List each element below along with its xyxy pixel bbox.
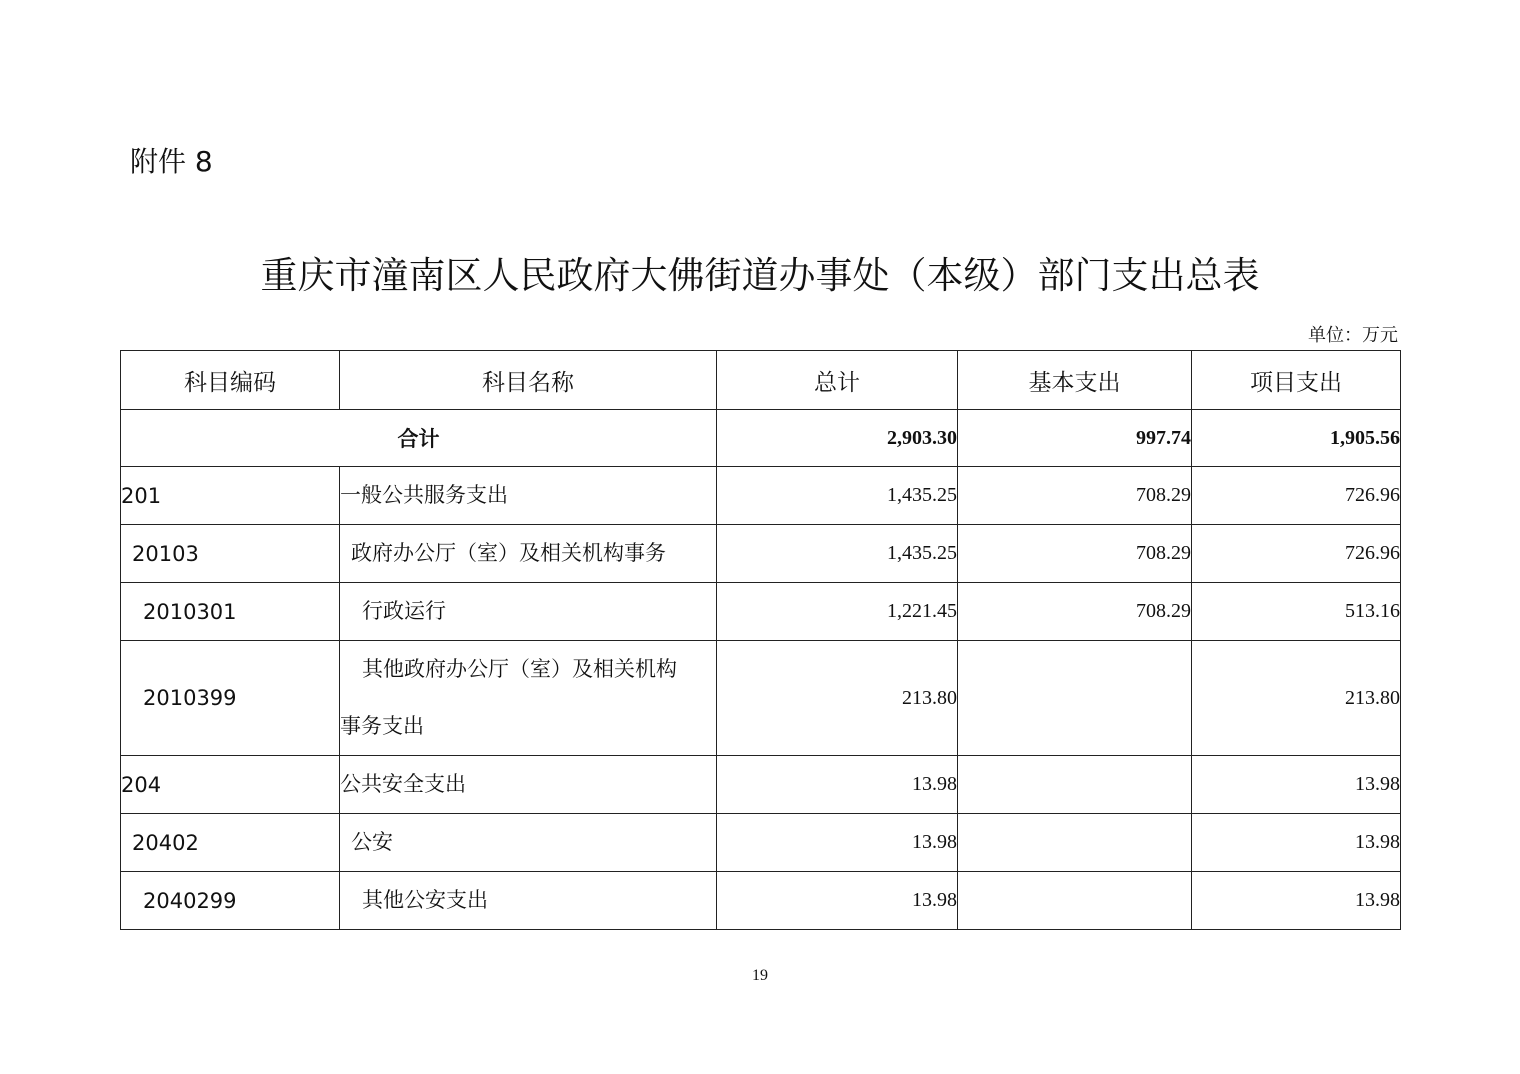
row-project: 726.96 (1192, 467, 1401, 525)
row-name: 一般公共服务支出 (340, 467, 717, 525)
row-basic: 708.29 (958, 467, 1192, 525)
row-project: 513.16 (1192, 583, 1401, 641)
row-total: 1,435.25 (717, 467, 958, 525)
row-basic: 708.29 (958, 525, 1192, 583)
table-row (121, 641, 1401, 756)
table-row (121, 814, 1401, 872)
unit-label: 单位：万元 (1308, 325, 1398, 345)
attachment-label: 附件 8 (130, 145, 213, 178)
total-row-label: 合计 (121, 410, 717, 467)
header-total: 总计 (717, 351, 958, 410)
page-number: 19 (752, 967, 768, 984)
row-project: 13.98 (1192, 814, 1401, 872)
table-row (121, 467, 1401, 525)
total-row-basic: 997.74 (958, 410, 1192, 467)
row-project: 213.80 (1192, 641, 1401, 756)
row-name: 政府办公厅（室）及相关机构事务 (340, 525, 717, 583)
row-project: 726.96 (1192, 525, 1401, 583)
row-name: 公共安全支出 (340, 756, 717, 814)
row-project: 13.98 (1192, 872, 1401, 930)
row-basic: 708.29 (958, 583, 1192, 641)
row-basic (958, 756, 1192, 814)
document-title: 重庆市潼南区人民政府大佛街道办事处（本级）部门支出总表 (260, 254, 1260, 297)
row-code: 2040299 (121, 872, 340, 930)
row-basic (958, 872, 1192, 930)
row-total: 1,435.25 (717, 525, 958, 583)
row-code: 204 (121, 756, 340, 814)
row-total: 213.80 (717, 641, 958, 756)
row-project: 13.98 (1192, 756, 1401, 814)
header-basic-expenditure: 基本支出 (958, 351, 1192, 410)
total-row-total: 2,903.30 (717, 410, 958, 467)
row-code: 201 (121, 467, 340, 525)
row-code: 20402 (121, 814, 340, 872)
table-row (121, 583, 1401, 641)
row-total: 1,221.45 (717, 583, 958, 641)
expenditure-table (120, 350, 1401, 930)
row-name: 行政运行 (340, 583, 717, 641)
total-row (121, 410, 1401, 467)
total-row-project: 1,905.56 (1192, 410, 1401, 467)
table-row (121, 872, 1401, 930)
row-name: 公安 (340, 814, 717, 872)
table-header-row (121, 351, 1401, 410)
row-code: 20103 (121, 525, 340, 583)
row-total: 13.98 (717, 814, 958, 872)
row-total: 13.98 (717, 756, 958, 814)
row-code: 2010399 (121, 641, 340, 756)
table-row (121, 525, 1401, 583)
header-subject-name: 科目名称 (340, 351, 717, 410)
row-code: 2010301 (121, 583, 340, 641)
header-project-expenditure: 项目支出 (1192, 351, 1401, 410)
row-name: 其他政府办公厅（室）及相关机构 事务支出 (340, 641, 717, 756)
row-basic (958, 814, 1192, 872)
header-subject-code: 科目编码 (121, 351, 340, 410)
row-total: 13.98 (717, 872, 958, 930)
row-basic (958, 641, 1192, 756)
table-row (121, 756, 1401, 814)
row-name: 其他公安支出 (340, 872, 717, 930)
